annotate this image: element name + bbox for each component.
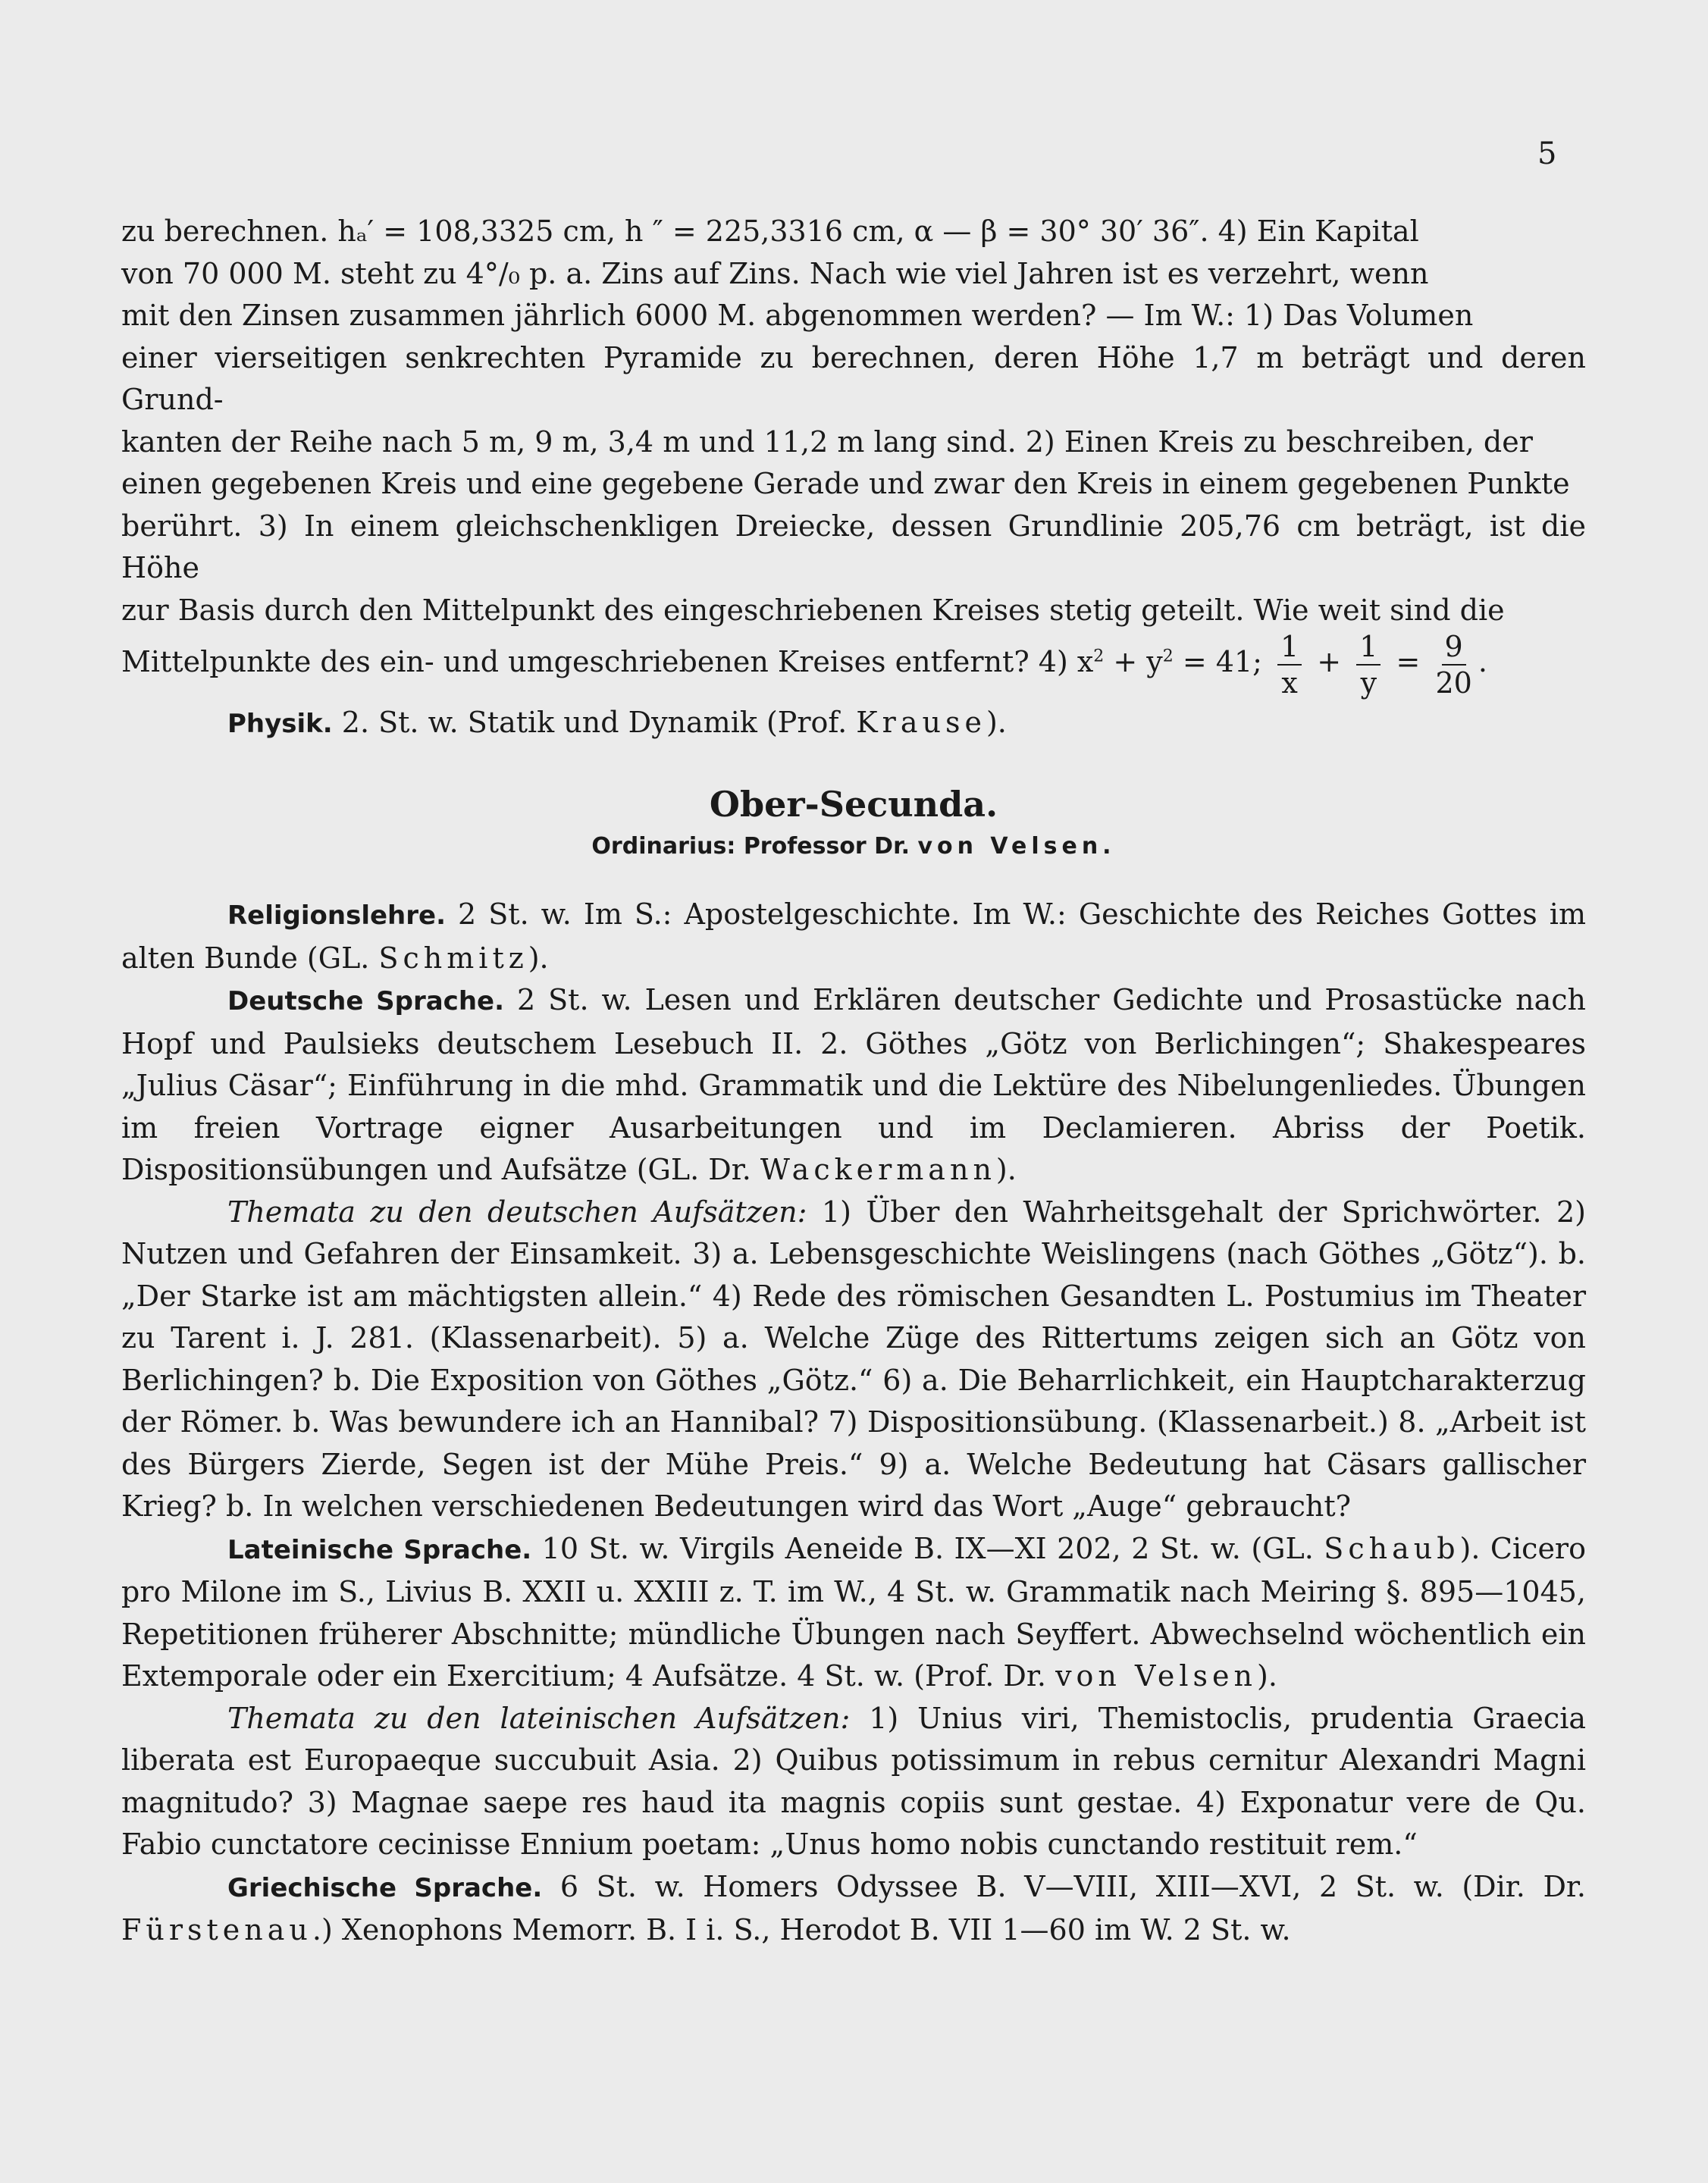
fraction-9-over-20: $\frac{9}{20}$ (1435, 629, 1472, 700)
fraction-1-over-y: $\frac{1}{y}$ (1356, 632, 1381, 697)
teacher-name: Schmitz (378, 941, 528, 975)
deutsch-themata: Themata zu den deutschen Aufsätzen: 1) Über den Wahrheitsgehalt der Sprichwörter. 2) Nutzen und Gefahren der Einsamkeit. 3) a. Lebensgeschichte Weislingens (nach Göthes „Götz“). b. „Der Starke ist am mächtigsten allein.“ 4) Rede des römischen Gesandten L. Postumius im Theater zu Tarent i. J. 281. (Klassenarbeit). 5) a. Welche Züge des Rittertums zeigen sich an Götz von Berlichingen? b. Die Exposition von Göthes „Götz.“ 6) a. Die Beharrlichkeit, ein Hauptcharakterzug der Römer. b. Was bewundere ich an Hannibal? 7) Dispositionsübung. (Klassenarbeit.) 8. „Arbeit ist des Bürgers Zierde, Segen ist der Mühe Preis.“ 9) a. Welche Bedeutung hat Cäsars gallischer Krieg? b. In welchen verschiedenen Bedeutungen wird das Wort „Auge“ gebraucht? (121, 1195, 1586, 1523)
griechisch-paragraph: Griechische Sprache. 6 St. w. Homers Odyssee B. V—VIII, XIII—XVI, 2 St. w. (Dir. Dr. Fürstenau.) Xenophons Memorr. B. I i. S., Herodot B. VII 1—60 im W. 2 St. w. (121, 1869, 1586, 1947)
teacher-name: Wackermann (760, 1153, 996, 1186)
latein-paragraph: Lateinische Sprache. 10 St. w. Virgils Aeneide B. IX—XI 202, 2 St. w. (GL. Schaub). Cicero pro Milone im S., Livius B. XXII u. XXIII z. T. im W., 4 St. w. Grammatik nach Meiring §. 895—1045, Repetitionen früherer Abschnitte; mündliche Übungen nach Seyffert. Abwechselnd wöchentlich ein Extemporale oder ein Exercitium; 4 Aufsätze. 4 St. w. (Prof. Dr. von Velsen). (121, 1531, 1586, 1693)
section-title: Ober-Secunda. (709, 784, 998, 825)
physik-paragraph: Physik. 2. St. w. Statik und Dynamik (Prof. Krause). (227, 705, 1007, 739)
text-line: kanten der Reihe nach 5 m, 9 m, 3,4 m und 11,2 m lang sind. 2) Einen Kreis zu beschreiben, der (121, 424, 1533, 459)
text-line: zur Basis durch den Mittelpunkt des eingeschriebenen Kreises stetig geteilt. Wie weit sind die (121, 593, 1505, 627)
text-line: einer vierseitigen senkrechten Pyramide zu berechnen, deren Höhe 1,7 m beträgt und deren Grund- (121, 340, 1586, 416)
text-line: einen gegebenen Kreis und eine gegebene Gerade und zwar den Kreis in einem gegebenen Punkte (121, 467, 1570, 500)
text-line: berührt. 3) In einem gleichschenkligen Dreiecke, dessen Grundlinie 205,76 cm beträgt, ist die Höhe (121, 509, 1586, 584)
subject-label: Deutsche Sprache. (227, 986, 505, 1016)
religion-paragraph: Religionslehre. 2 St. w. Im S.: Apostelgeschichte. Im W.: Geschichte des Reiches Gottes im alten Bunde (GL. Schmitz). (121, 897, 1586, 975)
teacher-name: Fürstenau (121, 1913, 312, 1947)
teacher-name: von Velsen (1055, 1659, 1258, 1693)
subject-label: Religionslehre. (227, 900, 447, 931)
subject-label: Physik. (227, 708, 333, 739)
teacher-name: Krause (856, 705, 986, 739)
themata-label: Themata zu den lateinischen Aufsätzen: (227, 1701, 851, 1735)
teacher-name: Schaub (1324, 1531, 1460, 1565)
text-line: zu berechnen. hₐ′ = 108,3325 cm, h ″ = 225,3316 cm, α — β = 30° 30′ 36″. 4) Ein Kapital (121, 215, 1419, 248)
latein-themata: Themata zu den lateinischen Aufsätzen: 1) Unius viri, Themistoclis, prudentia Graecia liberata est Europaeque succubuit Asia. 2) Quibus potissimum in rebus cernitur Alexandri Magni magnitudo? 3) Magnae saepe res haud ita magnis copiis sunt gestae. 4) Exponatur vere de Qu. Fabio cunctatore cecinisse Ennium poetam: „Unus homo nobis cunctando restituit rem.“ (121, 1701, 1586, 1861)
math-exercises (121, 211, 1586, 745)
ordinarius: Ordinarius: Professor Dr. von Velsen. (591, 833, 1116, 860)
page-body (121, 211, 1586, 1952)
text-line: von 70 000 M. steht zu 4°/₀ p. a. Zins auf Zins. Nach wie viel Jahren ist es verzehrt, wenn (121, 256, 1429, 290)
deutsch-paragraph: Deutsche Sprache. 2 St. w. Lesen und Erklären deutscher Gedichte und Prosastücke nach Hopf und Paulsieks deutschem Lesebuch II. 2. Göthes „Götz von Berlichingen“; Shakespeares „Julius Cäsar“; Einführung in die mhd. Grammatik und die Lektüre des Nibelungenliedes. Übungen im freien Vortrage eigner Ausarbeitungen und im Declamieren. Abriss der Poetik. Dispositionsübungen und Aufsätze (GL. Dr. Wackermann). (121, 983, 1587, 1186)
subject-label: Lateinische Sprache. (227, 1534, 532, 1565)
fraction-1-over-x: $\frac{1}{x}$ (1277, 632, 1302, 697)
text-line: mit den Zinsen zusammen jährlich 6000 M. abgenommen werden? — Im W.: 1) Das Volumen (121, 299, 1474, 332)
page-number: 5 (1537, 136, 1557, 171)
themata-label: Themata zu den deutschen Aufsätzen: (227, 1195, 807, 1229)
formula-line: Mittelpunkte des ein- und umgeschriebenen Kreises entfernt? 4) $x^2 + y^2 = 41$; $\frac{1}{x}$ + $\frac{1}{y}$ = $\frac{9}{20}$ . (121, 629, 1487, 700)
subject-label: Griechische Sprache. (227, 1872, 543, 1903)
